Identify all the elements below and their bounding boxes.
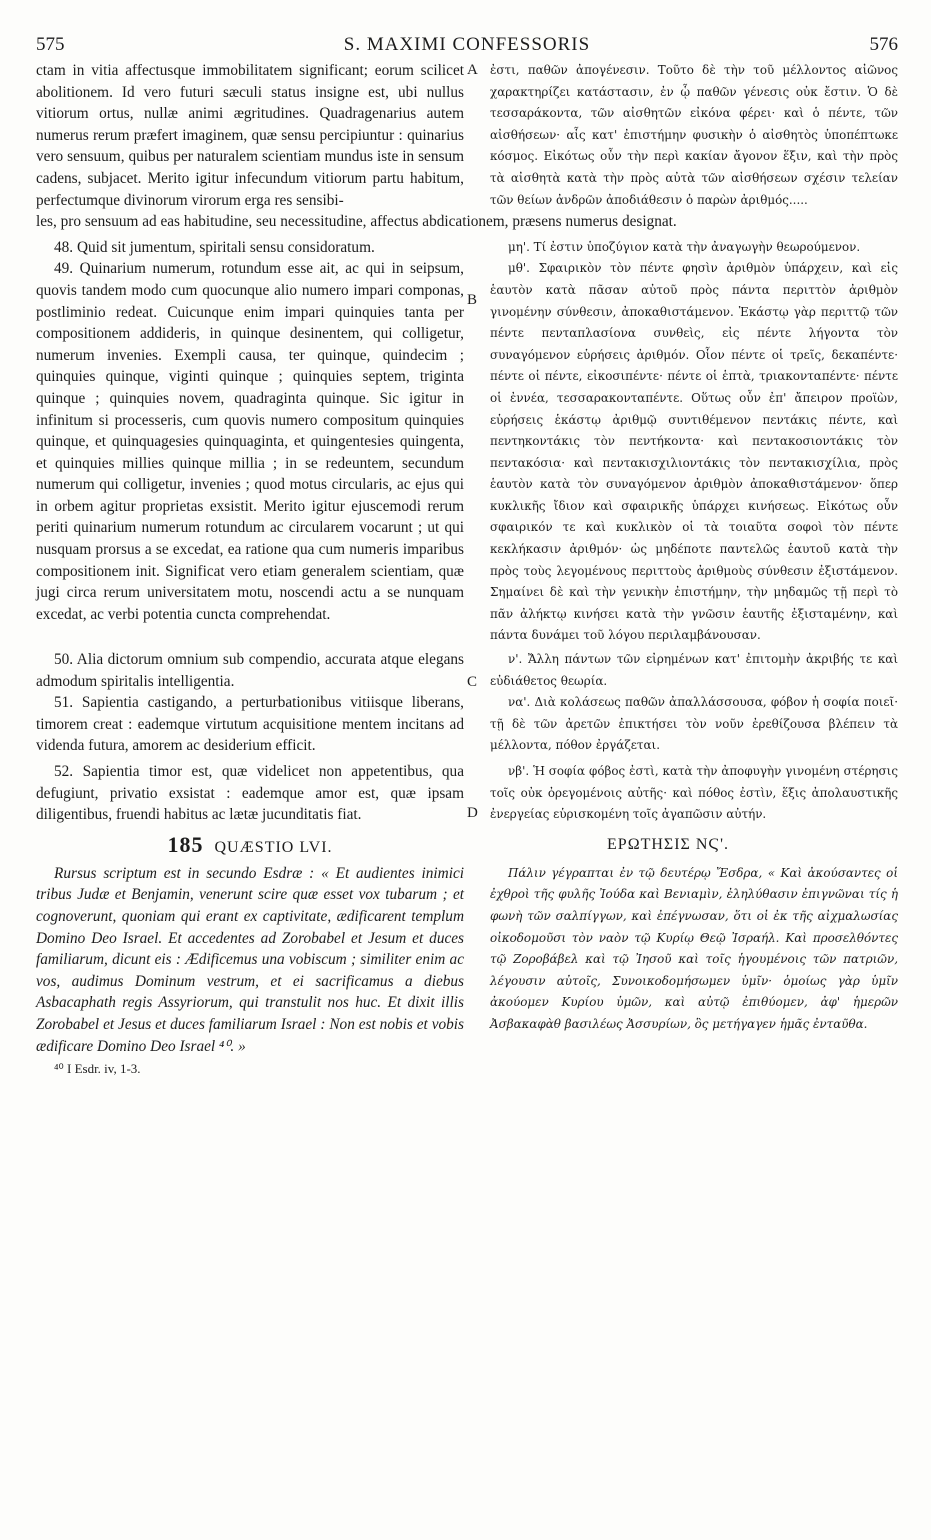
- margin-mark-c: C: [467, 674, 478, 691]
- latin-top-paragraph: ctam in vitia affectusque immobilitatem significant; eorum scilicet abolitionem. Id vero futuri sæculi status insigne est, ubi nullus vitiorum ortus, nullæ animi ægritudines. Quadragenarius autem numerus rerum præfert imaginem, quæ sensu percipiuntur : quinarius vero sensuum, quibus per naturalem scientiam mundus iste in sensum cadens, subjacet. Merito igitur infecundum vitiorum partu habitum, perfectumque divinorum virorum erga res sensibi-: [36, 62, 464, 209]
- section-50: [36, 649, 898, 692]
- latin-question-text: Rursus scriptum est in secundo Esdræ : « Et audientes inimici tribus Judæ et Benjamin, venerunt scire quæ esset vox tubarum ; et cognoverunt, quoniam qui erant ex captivitate, ædificarent templum Domino Deo Israel. Et accedentes ad Zorobabel et Jesum et duces familiarum, dicunt eis : Ædificemus una vobiscum ; similiter enim ac vos, audimus Dominum vestrum, et ei sacrificamus a diebus Asbacaphath regis Assyriorum, qui transtulit nos huc. Et dixit illis Zorobabel et Jesus et duces familiarum Israel : Non est nobis et vobis ædificare Domino Deo Israel ⁴⁰. »: [36, 864, 464, 1055]
- latin-section-51: 51. Sapientia castigando, a perturbationibus vitiisque liberans, timorem creat : eademque virtutum acquisitione mentem incitans ad videnda futura, amorem ac desiderium efficit.: [36, 694, 464, 755]
- section-48: [36, 237, 898, 259]
- latin-section-50: 50. Alia dictorum omnium sub compendio, accurata atque elegans admodum spiritalis intelligentia.: [36, 651, 464, 690]
- running-header: [36, 34, 898, 60]
- greek-top-paragraph: ἐστι, παθῶν ἀπογένεσιν. Τοῦτο δὲ τὴν τοῦ μέλλοντος αἰῶνος χαρακτηρίζει κατάστασιν, ἐν ᾧ παθῶν γένεσις οὐκ ἔστιν. Ὁ δὲ τεσσαράκοντα, τῶν αἰσθητῶν εἰκόνα φέρει· καὶ ὁ πέντε, τῶν αἰσθήσεων· αἷς κατ' ἐπιστήμην φυσικὴν ὁ αἰσθητὸς ὑποπέπτωκε κόσμος. Εἰκότως οὖν τὴν περὶ κακίαν ἄγονον ἕξιν, καὶ τὴν πρὸς τὰ αἰσθητὰ κατὰ τὴν πρὸς αὐτὰ τῶν αἰσθήσεων σχέσιν τελείαν τῶν θείων ἀνδρῶν ἀποδιάθεσιν ὁ παρὼν ἀριθμός.....: [490, 63, 898, 207]
- margin-mark-a: A: [467, 62, 478, 78]
- greek-section-52: νβ'. Ἡ σοφία φόβος ἐστὶ, κατὰ τὴν ἀποφυγὴν γινομένη στέρησις τοῖς οὐκ ὀρεγομένοις αὐτῆς· καὶ πόθος ἐστὶν, ἕξις ἀπολαυστικῆς ἐνεργείας εὑρισκομένη τοῖς ἀγαπῶσιν αὐτήν.: [490, 764, 898, 822]
- latin-section-52: 52. Sapientia timor est, quæ videlicet non appetentibus, qua defugiunt, privatio exsistat : eademque amor est, quæ ipsam diligentibus, fruendi habitus ac lætæ jucunditatis fiat.: [36, 763, 464, 824]
- greek-section-51: να'. Διὰ κολάσεως παθῶν ἀπαλλάσσουσα, φόβον ἡ σοφία ποιεῖ· τῇ δὲ τῶν ἀρετῶν ἐπικτήσει τὸν νοῦν ἐρεθίζουσα βλέπειν τὰ μέλλοντα, πόθον ἐργάζεται.: [490, 695, 898, 753]
- footnote: ⁴⁰ I Esdr. iv, 1-3.: [54, 1061, 141, 1077]
- section-51: [36, 692, 898, 757]
- top-block: [36, 60, 898, 211]
- question-body: [36, 863, 898, 1079]
- section-52: [36, 761, 898, 826]
- latin-question-heading: [36, 831, 464, 859]
- question-headings: [36, 826, 898, 863]
- latin-spanning-line: les, pro sensuum ad eas habitudine, seu necessitudine, affectus abdicationem, præsens numerus designat.: [36, 213, 677, 231]
- greek-section-49: μθ'. Σφαιρικὸν τὸν πέντε φησὶν ἀριθμὸν ὑπάρχειν, καὶ εἰς ἑαυτὸν κατὰ πᾶσαν αὐτοῦ πρὸς πάντα περιττὸν ἀριθμὸν γινομένην σύνθεσιν, ἀποκαθιστάμενον. Ἑκάστῳ γὰρ περιττῷ τῶν πέντε πενταπλασίονα συνθεὶς, εἰς πέντε λήγοντα τὸν συναγόμενον εὑρήσεις ἀριθμόν. Οἷον πέντε οἱ τρεῖς, δεκαπέντε· πέντε οἱ πέντε, εἰκοσιπέντε· πέντε οἱ ἑπτὰ, τριακονταπέντε· πέντε οἱ ἐννέα, τεσσαρακονταπέντε. Οὕτως οὖν ἐπ' ἄπειρον προϊὼν, εὑρήσεις ἑκάστῳ ἀριθμῷ συντιθέμενον πεντάκις πέντε, καὶ πεντηκοντάκις τὸν πεντήκοντα· καὶ πεντακοσιοντάκις τὸν πεντακόσια· καὶ πεντακισχιλιοντάκις τὸν πεντακισχίλια, πρὸς ἑαυτὸν κατὰ τὸν συναγόμενον ἀριθμὸν ἀποκαθιστάμενον· ὅπερ κυκλικῆς ἴδιον καὶ σφαιρικῆς ὑπάρχει κινήσεως. Εἰκότως οὖν σφαιρικόν τε καὶ κυκλικὸν οἱ τὰ τοιαῦτα σοφοὶ τὸν πέντε κεκλήκασιν ἀριθμόν· ὡς μηδέποτε παντελῶς ἑαυτοῦ κατὰ τὴν πρὸς τοὺς λεγομένους περιττοὺς ἀριθμοὺς σύνθεσιν ἐξιστάμενον. Σημαίνει δὲ καὶ τὴν γενικὴν ἐπιστήμην, τὴν μηδαμῶς τῇ περὶ τὸ πᾶν ἀλήκτῳ κινήσει κατὰ τὴν γνῶσιν ἑαυτῆς ἐξισταμένην, καὶ πάντα δυνάμει τοῦ λόγου περιλαμβάνουσαν.: [490, 261, 898, 643]
- margin-mark-d: D: [467, 805, 478, 821]
- running-title: S. MAXIMI CONFESSORIS: [343, 34, 591, 55]
- greek-question-title: ΕΡΩΤΗΣΙΣ ΝϚ'.: [607, 835, 729, 853]
- latin-section-48: 48. Quid sit jumentum, spiritali sensu considoratum.: [54, 238, 375, 256]
- margin-mark-b: B: [467, 292, 478, 309]
- page-number-left: 575: [36, 34, 65, 55]
- greek-question-text: Πάλιν γέγραπται ἐν τῷ δευτέρῳ Ἔσδρα, « Καὶ ἀκούσαντες οἱ ἐχθροὶ τῆς φυλῆς Ἰούδα καὶ Βενιαμὶν, ἐληλύθασιν ἐπιγνῶναι τίς ἡ φωνὴ τῶν σαλπίγγων, καὶ ἐπέγνωσαν, ὅτι οἱ ἐκ τῆς αἰχμαλωσίας οἰκοδομοῦσι τὸν ναὸν τῷ Κυρίῳ Θεῷ Ἰσραήλ. Καὶ προσελθόντες τῷ Ζοροβάβελ καὶ τῷ Ἰησοῦ καὶ τοῖς ἡγουμένοις τῶν πατριῶν, λέγουσιν αὐτοῖς, Συνοικοδομήσωμεν ὑμῖν· ὁμοίως γὰρ ὑμῖν ἀκούομεν Κυρίου ὑμῶν, καὶ αὐτῷ ἐπιθύομεν, ἀφ' ἡμερῶν Ἀσβακαφὰθ βασιλέως Ἀσσυρίων, ὃς μετήγαγεν ἡμᾶς ἐνταῦθα.: [490, 865, 898, 1031]
- page-number-right: 576: [869, 34, 898, 55]
- latin-section-49: 49. Quinarium numerum, rotundum esse ait, ac qui in seipsum, quovis tandem modo cum quocunque alio numero impari componas, postliminio redeat. Cuicunque enim impari quinquies tanta per compositionem addideris, in quinque desinentem, qui colligetur, numerum invenies. Exempli causa, ter quinque, quindecim ; quinquies quinque, viginti quinque ; quinquies septem, triginta quinque ; quinquies novem, quadraginta quinque. Sic igitur in infinitum si processeris, cum quovis numero compositum quinquies quinque, et quinquagesies quinquaginta, et quingentesies quingenta, et quinquies millies quinque millia ; in se redeuntem, secundum numerum qui colligetur, invenies ; quod motus circularis, ac ejus qui in orbem agitur proprietas exsistit. Merito igitur ejuscemodi rerum periti quinarium numerum rotundum ac circularem vocarunt ; ut qui nusquam prorsus a se excedat, ea ratione qua cum numeris imparibus compositionem init. Significat vero etiam generalem scientiam, quæ jugi circa rerum universitatem motu, noscendi actu a se nunquam excedat, ac verbi potentia cuncta comprehendat.: [36, 260, 464, 623]
- page: [36, 34, 898, 1079]
- greek-section-50: ν'. Ἄλλη πάντων τῶν εἰρημένων κατ' ἐπιτομὴν ἀκριβής τε καὶ εὐδιάθετος θεωρία.: [490, 652, 898, 688]
- latin-question-title: QUÆSTIO LVI.: [214, 838, 333, 856]
- column-number: 185: [167, 831, 204, 857]
- greek-section-48: μη'. Τί ἐστιν ὑποζύγιον κατὰ τὴν ἀναγωγὴν θεωρούμενον.: [508, 239, 861, 254]
